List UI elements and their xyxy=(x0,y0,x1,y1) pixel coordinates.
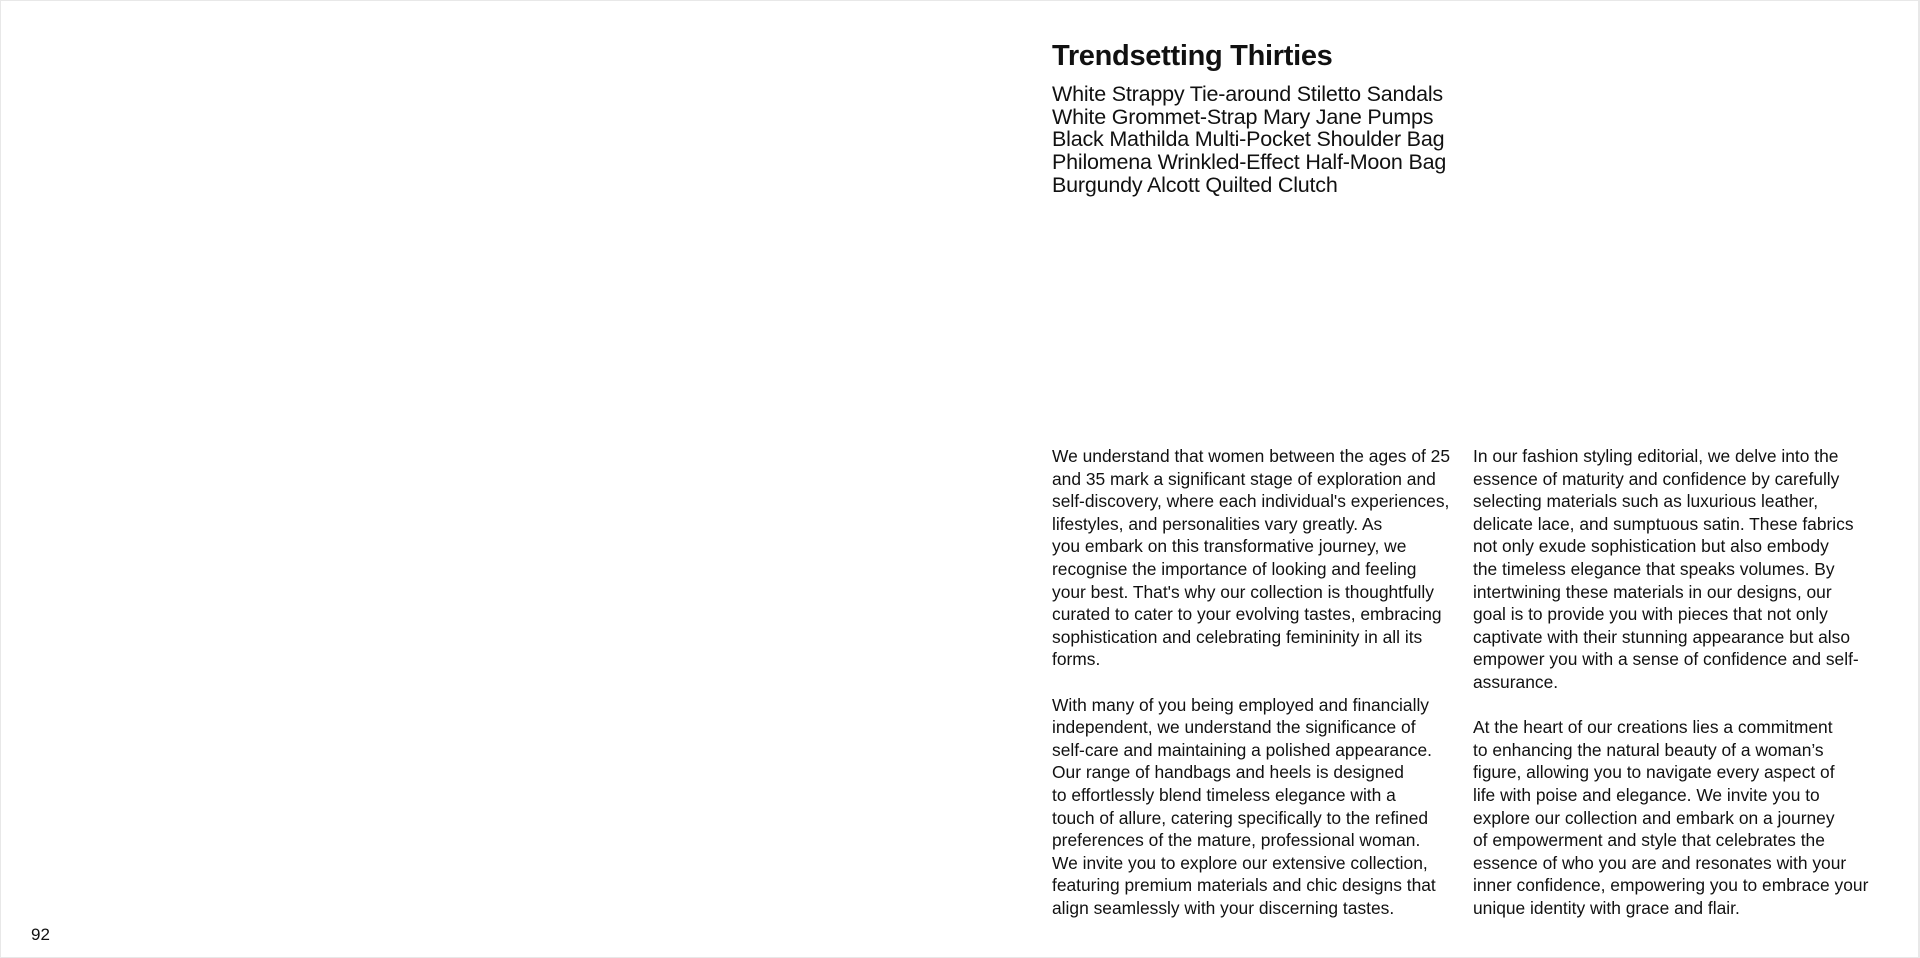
paragraph-line: featuring premium materials and chic designs that xyxy=(1052,875,1436,896)
paragraph-line: explore our collection and embark on a journey xyxy=(1473,807,1835,828)
paragraph-line: the timeless elegance that speaks volumes. By xyxy=(1473,558,1835,579)
body-paragraph xyxy=(1473,716,1913,919)
paragraph-line: align seamlessly with your discerning tastes. xyxy=(1052,897,1395,918)
paragraph-line: preferences of the mature, professional woman. xyxy=(1052,830,1421,851)
product-item: Philomena Wrinkled-Effect Half-Moon Bag xyxy=(1052,150,1447,175)
paragraph-line: In our fashion styling editorial, we delve into the xyxy=(1473,446,1839,466)
paragraph-line: figure, allowing you to navigate every aspect of xyxy=(1473,762,1835,783)
paragraph-line: touch of allure, catering specifically to the refined xyxy=(1052,807,1429,828)
product-item: Burgundy Alcott Quilted Clutch xyxy=(1052,172,1338,197)
paragraph-line: you embark on this transformative journey, we xyxy=(1052,536,1407,557)
paragraph-line: We understand that women between the ages of 25 xyxy=(1052,446,1450,466)
paragraph-line: of empowerment and style that celebrates the xyxy=(1473,830,1825,851)
paragraph-line: self-discovery, where each individual's experiences, xyxy=(1052,491,1450,512)
paragraph-line: independent, we understand the significance of xyxy=(1052,717,1416,738)
page-title: Trendsetting Thirties xyxy=(1052,40,1333,72)
paragraph-line: captivate with their stunning appearance but also xyxy=(1473,626,1851,647)
paragraph-line: your best. That's why our collection is thoughtfully xyxy=(1052,581,1434,602)
paragraph-line: not only exude sophistication but also embody xyxy=(1473,536,1829,557)
product-item: White Grommet-Strap Mary Jane Pumps xyxy=(1052,104,1434,129)
paragraph-line: life with poise and elegance. We invite you to xyxy=(1473,784,1820,805)
paragraph-line: sophistication and celebrating femininity in all its xyxy=(1052,626,1423,647)
paragraph-line: delicate lace, and sumptuous satin. These fabrics xyxy=(1473,513,1854,534)
paragraph-line: With many of you being employed and financially xyxy=(1052,694,1430,715)
paragraph-line: curated to cater to your evolving tastes, embracing xyxy=(1052,604,1442,625)
paragraph-line: At the heart of our creations lies a commitment xyxy=(1473,717,1833,738)
product-list xyxy=(1052,83,1446,197)
paragraph-line: to effortlessly blend timeless elegance with a xyxy=(1052,784,1396,805)
paragraph-line: inner confidence, empowering you to embrace your xyxy=(1473,875,1869,896)
paragraph-line: self-care and maintaining a polished appearance. xyxy=(1052,739,1432,760)
paragraph-line: empower you with a sense of confidence and self- xyxy=(1473,649,1859,670)
body-column-left xyxy=(1052,445,1472,942)
paragraph-line: selecting materials such as luxurious leather, xyxy=(1473,491,1819,512)
page-number: 92 xyxy=(31,925,50,944)
product-item: White Strappy Tie-around Stiletto Sandals xyxy=(1052,82,1443,106)
paragraph-line: essence of maturity and confidence by carefully xyxy=(1473,468,1840,489)
paragraph-line: recognise the importance of looking and feeling xyxy=(1052,558,1417,579)
paragraph-line: Our range of handbags and heels is designed xyxy=(1052,762,1404,783)
body-paragraph xyxy=(1473,445,1913,694)
paragraph-line: and 35 mark a significant stage of exploration and xyxy=(1052,468,1436,489)
body-column-right xyxy=(1473,445,1913,942)
body-paragraph xyxy=(1052,445,1472,671)
paragraph-line: to enhancing the natural beauty of a woman’s xyxy=(1473,739,1824,760)
paragraph-line: goal is to provide you with pieces that not only xyxy=(1473,604,1828,625)
paragraph-line: intertwining these materials in our designs, our xyxy=(1473,581,1832,602)
body-paragraph xyxy=(1052,694,1472,920)
paragraph-line: assurance. xyxy=(1473,671,1559,692)
paragraph-line: forms. xyxy=(1052,649,1101,670)
paragraph-line: essence of who you are and resonates with your xyxy=(1473,852,1847,873)
paragraph-line: We invite you to explore our extensive collection, xyxy=(1052,852,1428,873)
product-item: Black Mathilda Multi-Pocket Shoulder Bag xyxy=(1052,127,1445,152)
paragraph-line: unique identity with grace and flair. xyxy=(1473,897,1740,918)
magazine-spread xyxy=(1,1,1918,957)
paragraph-line: lifestyles, and personalities vary greatly. As xyxy=(1052,513,1383,534)
